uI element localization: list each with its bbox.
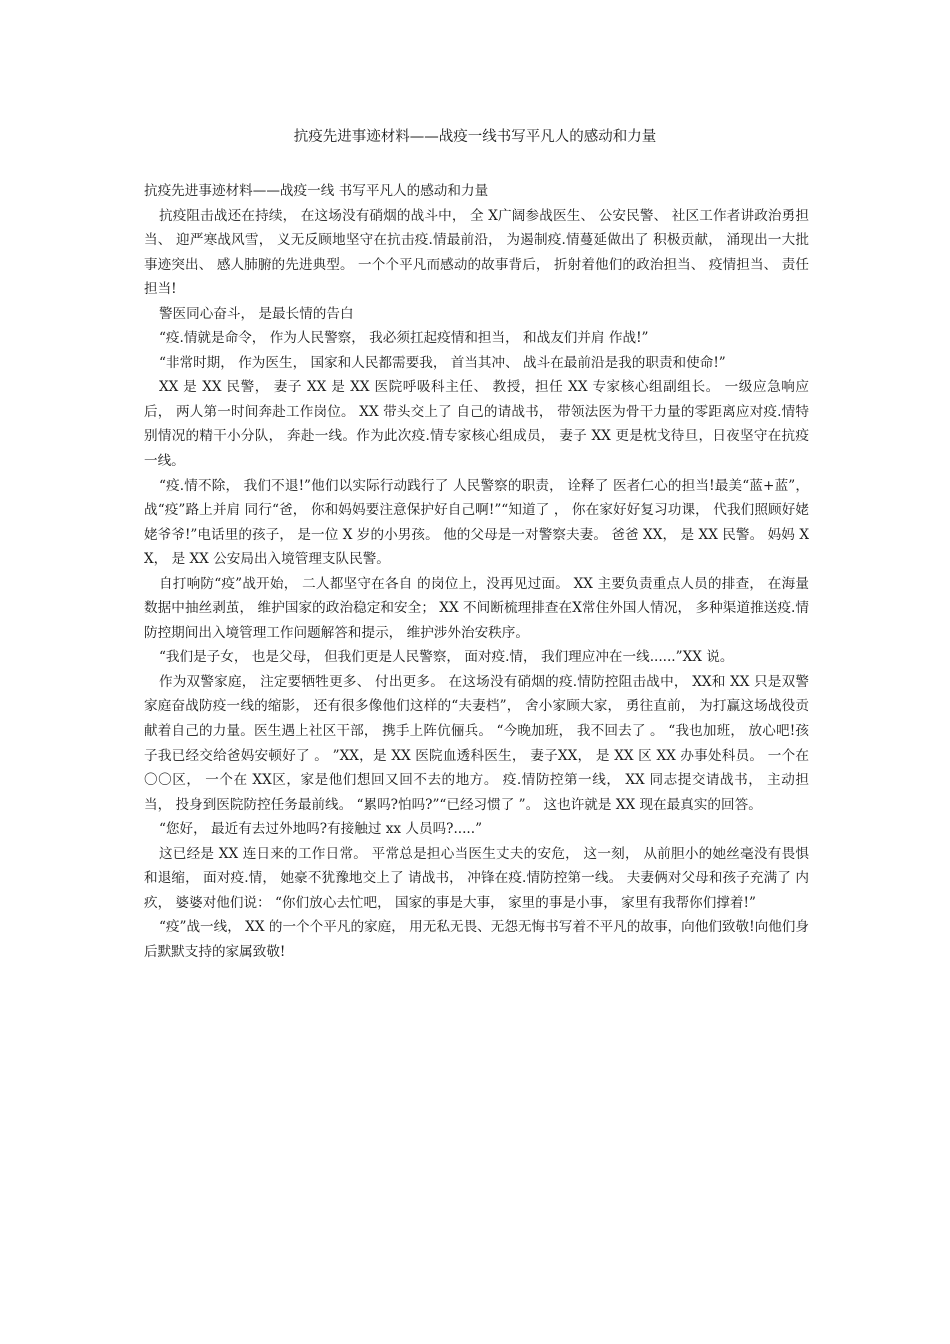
paragraph-posts: 自打响防“疫”战开始， 二人都坚守在各自 的岗位上，没再见过面。 XX 主要负责重点人员的排查， 在海量数据中抽丝剥茧， 维护国家的政治稳定和安全； XX 不间断梳理排查在X常住外国人情况， 多种渠道推送疫.情防控期间出入境管理工作问题解答和提示， 维护涉外治安秩序。 — [144, 575, 809, 641]
document-body — [144, 179, 809, 965]
quote-greeting: “您好， 最近有去过外地吗?有接触过 xx 人员吗?.....” — [158, 821, 483, 838]
quote-police: “疫.情就是命令， 作为人民警察， 我必须扛起疫情和担当， 和战友们并肩 作战!” — [158, 330, 649, 347]
section-heading: 警医同心奋斗， 是最长情的告白 — [158, 305, 354, 322]
quote-parents: “我们是子女， 也是父母， 但我们更是人民警察， 面对疫.情， 我们理应冲在一线......”XX 说。 — [158, 649, 734, 666]
paragraph-closing: “疫”战一线， XX 的一个个平凡的家庭， 用无私无畏、无怨无悔书写着不平凡的故事，向他们致敬!向他们身后默默支持的家属致敬! — [144, 919, 809, 960]
paragraph-intro: 抗疫阻击战还在持续， 在这场没有硝烟的战斗中， 全 X广阔参战医生、 公安民警、 社区工作者讲政治勇担当、 迎严寒战风雪， 义无反顾地坚守在抗击疫.情最前沿， 为遏制疫.情蔓延做出了 积极贡献， 涌现出一大批事迹突出、 感人肺腑的先进典型。 一个个平凡而感动的故事背后， 折射着他们的政治担当、 疫情担当、 责任担当! — [144, 207, 809, 298]
document-subtitle: 抗疫先进事迹材料——战疫一线 书写平凡人的感动和力量 — [144, 183, 489, 199]
document-title: 抗疫先进事迹材料——战疫一线书写平凡人的感动和力量 — [293, 129, 657, 145]
paragraph-double-police: 作为双警家庭， 注定要牺牲更多、 付出更多。 在这场没有硝烟的疫.情防控阻击战中， XX和 XX 只是双警家庭奋战防疫一线的缩影， 还有很多像他们这样的“夫妻档”， 舍小家顾大家， 勇往直前， 为打赢这场战役贡献着自己的力量。医生遇上社区干部， 携手上阵伉俪兵。 “今晚加班， 我不回去了 。 “我也加班， 放心吧!孩子我已经交给爸妈安顿好了 。 ”XX，是 XX 医院血透科医生， 妻子XX， 是 XX 区 XX 办事处科员。 一个在〇〇区， 一个在 XX区，家是他们想回又回不去的地方。 疫.情防控第一线， XX 同志提交请战书， 主动担当， 投身到医院防控任务最前线。 “累吗?怕吗?”“已经习惯了 ”。 这也许就是 XX 现在最真实的回答。 — [144, 673, 809, 813]
quote-doctor: “非常时期， 作为医生， 国家和人民都需要我， 首当其冲、 战斗在最前沿是我的职责和使命!” — [158, 354, 726, 371]
paragraph-couple-one: XX 是 XX 民警， 妻子 XX 是 XX 医院呼吸科主任、 教授，担任 XX 专家核心组副组长。 一级应急响应后， 两人第一时间奔赴工作岗位。 XX 带头交上了 自己的请战书， 带领法医为骨干力量的零距离应对疫.情特别情况的精干小分队， 奔赴一线。作为此次疫.情专家核心组成员， 妻子 XX 更是枕戈待旦，日夜坚守在抗疫一线。 — [144, 379, 809, 470]
paragraph-blue-blue: “疫.情不除， 我们不退!”他们以实际行动践行了 人民警察的职责， 诠释了 医者仁心的担当!最美“蓝+蓝”， 战“疫”路上并肩 同行“爸， 你和妈妈要注意保护好自己啊!”“知道了 ， 你在家好好复习功课， 代我们照顾好姥姥爷爷!”电话里的孩子， 是一位 X 岁的小男孩。 他的父母是一对警察夫妻。 爸爸 XX， 是 XX 民警。 妈妈 XX， 是 XX 公安局出入境管理支队民警。 — [144, 477, 809, 568]
paragraph-daily-work: 这已经是 XX 连日来的工作日常。 平常总是担心当医生丈夫的安危， 这一刻， 从前胆小的她丝毫没有畏惧和退缩， 面对疫.情， 她豪不犹豫地交上了 请战书， 冲锋在疫.情防控第一线。 夫妻俩对父母和孩子充满了 内疚， 婆婆对他们说： “你们放心去忙吧， 国家的事是大事， 家里的事是小事， 家里有我帮你们撑着!” — [144, 845, 809, 911]
